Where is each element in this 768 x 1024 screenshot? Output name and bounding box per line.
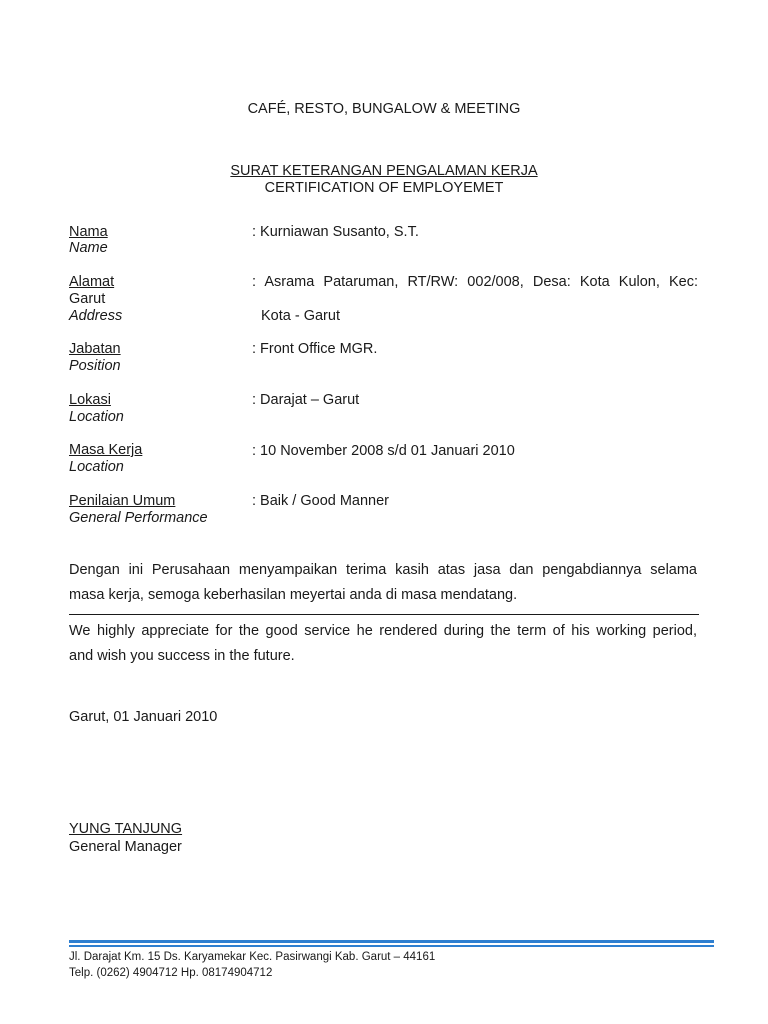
field-label-location-en: Location <box>69 409 124 425</box>
paragraph-en-line1: We highly appreciate for the good service he rendered during the term of his working period, <box>69 623 697 639</box>
field-value-masa-kerja: : 10 November 2008 s/d 01 Januari 2010 <box>252 443 515 459</box>
document-title <box>0 163 768 180</box>
field-value-nama: : Kurniawan Susanto, S.T. <box>252 224 419 240</box>
paragraph-en-line2: and wish you success in the future. <box>69 648 295 664</box>
signer-title: General Manager <box>69 839 182 855</box>
field-label-penilaian: Penilaian Umum <box>69 493 176 509</box>
field-label-address-en: Address <box>69 308 123 324</box>
paragraph-id-line1: Dengan ini Perusahaan menyampaikan terima kasih atas jasa dan pengabdiannya selama <box>69 562 697 578</box>
field-value-alamat-line2: Kota - Garut <box>261 308 340 324</box>
document-title-id: SURAT KETERANGAN PENGALAMAN KERJA <box>230 163 538 179</box>
divider <box>69 614 699 615</box>
field-value-lokasi: : Darajat – Garut <box>252 392 360 408</box>
field-label-name-en: Name <box>69 240 108 256</box>
field-value-jabatan: : Front Office MGR. <box>252 341 378 357</box>
paragraph-id-line2: masa kerja, semoga keberhasilan meyertai anda di masa mendatang. <box>69 587 518 603</box>
company-name: CAFÉ, RESTO, BUNGALOW & MEETING <box>247 101 521 117</box>
footer-address: Jl. Darajat Km. 15 Ds. Karyamekar Kec. Pasirwangi Kab. Garut – 44161 <box>69 951 436 963</box>
field-label-alamat: Alamat <box>69 274 115 290</box>
signer-name: YUNG TANJUNG <box>69 821 183 837</box>
field-label-masa-kerja: Masa Kerja <box>69 442 143 458</box>
field-value-penilaian: : Baik / Good Manner <box>252 493 390 509</box>
field-label-masa-kerja-en: Location <box>69 459 124 475</box>
field-label-alamat-extra: Garut <box>69 291 106 307</box>
field-label-position-en: Position <box>69 358 121 374</box>
footer-rule-thin <box>69 945 714 947</box>
footer-phone: Telp. (0262) 4904712 Hp. 08174904712 <box>69 967 273 979</box>
footer-rule-thick <box>69 940 714 943</box>
field-label-lokasi: Lokasi <box>69 392 111 408</box>
field-label-jabatan: Jabatan <box>69 341 121 357</box>
document-title-en: CERTIFICATION OF EMPLOYEMET <box>264 180 504 196</box>
field-value-alamat-line1: : Asrama Pataruman, RT/RW: 002/008, Desa: Kota Kulon, Kec: <box>252 274 698 290</box>
field-label-performance-en: General Performance <box>69 510 208 526</box>
field-label-nama: Nama <box>69 224 108 240</box>
place-date: Garut, 01 Januari 2010 <box>69 709 218 725</box>
